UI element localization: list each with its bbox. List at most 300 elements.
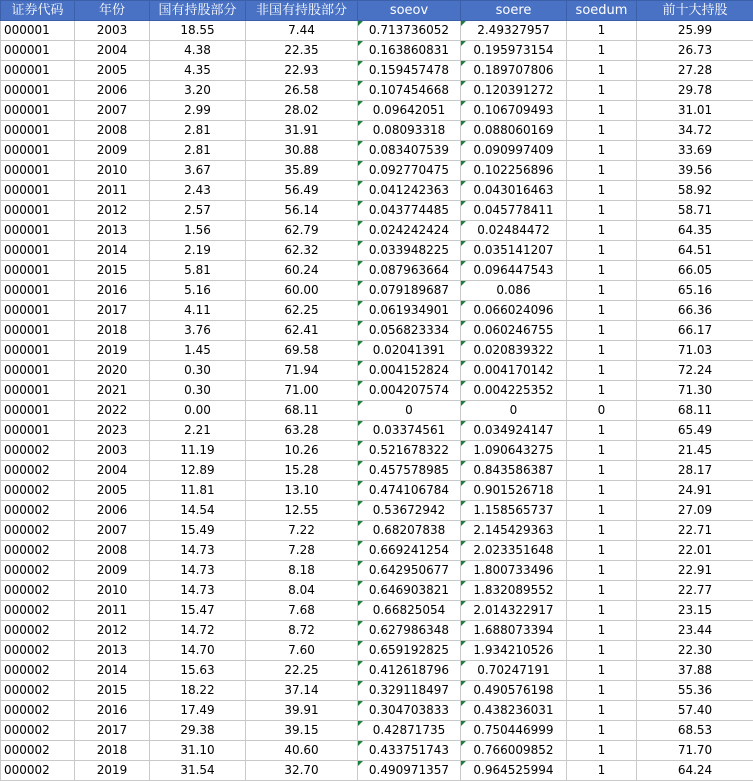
cell-top10[interactable]: 64.24 xyxy=(637,761,753,781)
cell-nonstate-holding[interactable]: 37.14 xyxy=(246,681,358,701)
cell-soere[interactable]: 0.901526718 xyxy=(461,481,567,501)
cell-code[interactable]: 000001 xyxy=(1,341,75,361)
cell-soedum[interactable]: 1 xyxy=(567,601,637,621)
cell-nonstate-holding[interactable]: 71.00 xyxy=(246,381,358,401)
cell-top10[interactable]: 72.24 xyxy=(637,361,753,381)
cell-code[interactable]: 000002 xyxy=(1,641,75,661)
cell-code[interactable]: 000002 xyxy=(1,441,75,461)
cell-soedum[interactable]: 1 xyxy=(567,461,637,481)
cell-state-holding[interactable]: 18.22 xyxy=(150,681,246,701)
cell-year[interactable]: 2005 xyxy=(75,61,150,81)
cell-soere[interactable]: 0.964525994 xyxy=(461,761,567,781)
cell-top10[interactable]: 23.15 xyxy=(637,601,753,621)
cell-soeov[interactable]: 0.024242424 xyxy=(358,221,461,241)
cell-year[interactable]: 2004 xyxy=(75,41,150,61)
cell-soedum[interactable]: 1 xyxy=(567,161,637,181)
cell-year[interactable]: 2011 xyxy=(75,601,150,621)
cell-soeov[interactable]: 0.412618796 xyxy=(358,661,461,681)
cell-code[interactable]: 000002 xyxy=(1,561,75,581)
cell-soeov[interactable]: 0.033948225 xyxy=(358,241,461,261)
cell-soeov[interactable]: 0.004152824 xyxy=(358,361,461,381)
cell-top10[interactable]: 26.73 xyxy=(637,41,753,61)
cell-soedum[interactable]: 1 xyxy=(567,621,637,641)
cell-soere[interactable]: 1.158565737 xyxy=(461,501,567,521)
cell-soedum[interactable]: 1 xyxy=(567,281,637,301)
cell-soere[interactable]: 1.800733496 xyxy=(461,561,567,581)
cell-nonstate-holding[interactable]: 8.18 xyxy=(246,561,358,581)
cell-state-holding[interactable]: 11.81 xyxy=(150,481,246,501)
cell-nonstate-holding[interactable]: 39.15 xyxy=(246,721,358,741)
cell-soedum[interactable]: 1 xyxy=(567,181,637,201)
cell-state-holding[interactable]: 2.81 xyxy=(150,141,246,161)
cell-nonstate-holding[interactable]: 35.89 xyxy=(246,161,358,181)
cell-soere[interactable]: 0.189707806 xyxy=(461,61,567,81)
cell-code[interactable]: 000002 xyxy=(1,681,75,701)
cell-soedum[interactable]: 1 xyxy=(567,21,637,41)
cell-soedum[interactable]: 1 xyxy=(567,361,637,381)
cell-soedum[interactable]: 1 xyxy=(567,121,637,141)
cell-soere[interactable]: 0.120391272 xyxy=(461,81,567,101)
cell-code[interactable]: 000002 xyxy=(1,501,75,521)
column-header-nonstate-holding[interactable]: 非国有持股部分 xyxy=(246,1,358,21)
cell-soere[interactable]: 0.438236031 xyxy=(461,701,567,721)
cell-soere[interactable]: 1.832089552 xyxy=(461,581,567,601)
cell-top10[interactable]: 68.53 xyxy=(637,721,753,741)
cell-soere[interactable]: 0.766009852 xyxy=(461,741,567,761)
cell-soeov[interactable]: 0.329118497 xyxy=(358,681,461,701)
cell-soere[interactable]: 0.70247191 xyxy=(461,661,567,681)
cell-state-holding[interactable]: 4.35 xyxy=(150,61,246,81)
cell-code[interactable]: 000002 xyxy=(1,601,75,621)
cell-code[interactable]: 000001 xyxy=(1,101,75,121)
cell-year[interactable]: 2004 xyxy=(75,461,150,481)
cell-soeov[interactable]: 0.02041391 xyxy=(358,341,461,361)
cell-year[interactable]: 2022 xyxy=(75,401,150,421)
cell-year[interactable]: 2003 xyxy=(75,441,150,461)
cell-code[interactable]: 000002 xyxy=(1,521,75,541)
cell-soedum[interactable]: 1 xyxy=(567,521,637,541)
cell-nonstate-holding[interactable]: 71.94 xyxy=(246,361,358,381)
cell-soedum[interactable]: 1 xyxy=(567,141,637,161)
cell-year[interactable]: 2023 xyxy=(75,421,150,441)
cell-nonstate-holding[interactable]: 56.49 xyxy=(246,181,358,201)
cell-code[interactable]: 000001 xyxy=(1,361,75,381)
cell-soeov[interactable]: 0.42871735 xyxy=(358,721,461,741)
cell-soere[interactable]: 0.02484472 xyxy=(461,221,567,241)
cell-top10[interactable]: 37.88 xyxy=(637,661,753,681)
cell-year[interactable]: 2008 xyxy=(75,541,150,561)
cell-nonstate-holding[interactable]: 15.28 xyxy=(246,461,358,481)
column-header-soedum[interactable]: soedum xyxy=(567,1,637,21)
cell-state-holding[interactable]: 14.72 xyxy=(150,621,246,641)
cell-top10[interactable]: 65.16 xyxy=(637,281,753,301)
cell-code[interactable]: 000002 xyxy=(1,581,75,601)
cell-soedum[interactable]: 1 xyxy=(567,241,637,261)
cell-soeov[interactable]: 0.642950677 xyxy=(358,561,461,581)
cell-top10[interactable]: 64.51 xyxy=(637,241,753,261)
cell-soere[interactable]: 0.088060169 xyxy=(461,121,567,141)
cell-soere[interactable]: 0.102256896 xyxy=(461,161,567,181)
cell-top10[interactable]: 22.01 xyxy=(637,541,753,561)
cell-soedum[interactable]: 1 xyxy=(567,541,637,561)
cell-year[interactable]: 2012 xyxy=(75,201,150,221)
cell-nonstate-holding[interactable]: 56.14 xyxy=(246,201,358,221)
cell-top10[interactable]: 65.49 xyxy=(637,421,753,441)
cell-state-holding[interactable]: 3.20 xyxy=(150,81,246,101)
cell-soedum[interactable]: 0 xyxy=(567,401,637,421)
cell-soeov[interactable]: 0.004207574 xyxy=(358,381,461,401)
cell-soere[interactable]: 0.096447543 xyxy=(461,261,567,281)
cell-soedum[interactable]: 1 xyxy=(567,481,637,501)
cell-year[interactable]: 2007 xyxy=(75,101,150,121)
cell-soeov[interactable]: 0.087963664 xyxy=(358,261,461,281)
cell-nonstate-holding[interactable]: 62.41 xyxy=(246,321,358,341)
cell-state-holding[interactable]: 15.47 xyxy=(150,601,246,621)
cell-top10[interactable]: 22.30 xyxy=(637,641,753,661)
column-header-code[interactable]: 证券代码 xyxy=(1,1,75,21)
cell-soedum[interactable]: 1 xyxy=(567,341,637,361)
cell-year[interactable]: 2016 xyxy=(75,281,150,301)
cell-top10[interactable]: 39.56 xyxy=(637,161,753,181)
cell-soeov[interactable]: 0.53672942 xyxy=(358,501,461,521)
cell-soeov[interactable]: 0.646903821 xyxy=(358,581,461,601)
cell-soeov[interactable]: 0.521678322 xyxy=(358,441,461,461)
cell-soere[interactable]: 0.043016463 xyxy=(461,181,567,201)
column-header-year[interactable]: 年份 xyxy=(75,1,150,21)
cell-soeov[interactable]: 0.669241254 xyxy=(358,541,461,561)
cell-nonstate-holding[interactable]: 7.28 xyxy=(246,541,358,561)
cell-state-holding[interactable]: 12.89 xyxy=(150,461,246,481)
cell-year[interactable]: 2020 xyxy=(75,361,150,381)
cell-state-holding[interactable]: 11.19 xyxy=(150,441,246,461)
cell-year[interactable]: 2009 xyxy=(75,141,150,161)
cell-soedum[interactable]: 1 xyxy=(567,221,637,241)
cell-soere[interactable]: 1.688073394 xyxy=(461,621,567,641)
cell-top10[interactable]: 58.71 xyxy=(637,201,753,221)
cell-nonstate-holding[interactable]: 32.70 xyxy=(246,761,358,781)
cell-soeov[interactable]: 0.056823334 xyxy=(358,321,461,341)
cell-state-holding[interactable]: 2.43 xyxy=(150,181,246,201)
cell-year[interactable]: 2006 xyxy=(75,81,150,101)
cell-state-holding[interactable]: 14.73 xyxy=(150,541,246,561)
cell-soere[interactable]: 0.490576198 xyxy=(461,681,567,701)
cell-soedum[interactable]: 1 xyxy=(567,201,637,221)
column-header-soere[interactable]: soere xyxy=(461,1,567,21)
cell-nonstate-holding[interactable]: 62.25 xyxy=(246,301,358,321)
cell-soere[interactable]: 0.195973154 xyxy=(461,41,567,61)
cell-state-holding[interactable]: 14.73 xyxy=(150,581,246,601)
cell-nonstate-holding[interactable]: 12.55 xyxy=(246,501,358,521)
cell-top10[interactable]: 27.09 xyxy=(637,501,753,521)
column-header-state-holding[interactable]: 国有持股部分 xyxy=(150,1,246,21)
cell-soeov[interactable]: 0.304703833 xyxy=(358,701,461,721)
cell-nonstate-holding[interactable]: 7.60 xyxy=(246,641,358,661)
cell-nonstate-holding[interactable]: 31.91 xyxy=(246,121,358,141)
cell-state-holding[interactable]: 2.99 xyxy=(150,101,246,121)
cell-year[interactable]: 2012 xyxy=(75,621,150,641)
cell-soedum[interactable]: 1 xyxy=(567,81,637,101)
cell-nonstate-holding[interactable]: 68.11 xyxy=(246,401,358,421)
cell-year[interactable]: 2019 xyxy=(75,341,150,361)
cell-top10[interactable]: 24.91 xyxy=(637,481,753,501)
cell-top10[interactable]: 21.45 xyxy=(637,441,753,461)
cell-code[interactable]: 000001 xyxy=(1,401,75,421)
cell-year[interactable]: 2010 xyxy=(75,161,150,181)
cell-code[interactable]: 000001 xyxy=(1,301,75,321)
cell-code[interactable]: 000001 xyxy=(1,161,75,181)
cell-year[interactable]: 2006 xyxy=(75,501,150,521)
cell-code[interactable]: 000002 xyxy=(1,761,75,781)
cell-soere[interactable]: 0.035141207 xyxy=(461,241,567,261)
cell-soeov[interactable]: 0.079189687 xyxy=(358,281,461,301)
cell-year[interactable]: 2015 xyxy=(75,681,150,701)
cell-year[interactable]: 2007 xyxy=(75,521,150,541)
cell-soeov[interactable]: 0.659192825 xyxy=(358,641,461,661)
cell-state-holding[interactable]: 1.45 xyxy=(150,341,246,361)
cell-top10[interactable]: 23.44 xyxy=(637,621,753,641)
cell-soedum[interactable]: 1 xyxy=(567,701,637,721)
cell-state-holding[interactable]: 0.00 xyxy=(150,401,246,421)
cell-soeov[interactable]: 0.474106784 xyxy=(358,481,461,501)
cell-nonstate-holding[interactable]: 7.44 xyxy=(246,21,358,41)
cell-year[interactable]: 2013 xyxy=(75,221,150,241)
cell-code[interactable]: 000002 xyxy=(1,481,75,501)
cell-nonstate-holding[interactable]: 30.88 xyxy=(246,141,358,161)
cell-state-holding[interactable]: 0.30 xyxy=(150,361,246,381)
cell-code[interactable]: 000001 xyxy=(1,201,75,221)
cell-year[interactable]: 2014 xyxy=(75,661,150,681)
cell-state-holding[interactable]: 4.11 xyxy=(150,301,246,321)
cell-year[interactable]: 2016 xyxy=(75,701,150,721)
cell-soere[interactable]: 0 xyxy=(461,401,567,421)
cell-code[interactable]: 000002 xyxy=(1,741,75,761)
cell-top10[interactable]: 25.99 xyxy=(637,21,753,41)
cell-code[interactable]: 000001 xyxy=(1,41,75,61)
cell-year[interactable]: 2010 xyxy=(75,581,150,601)
cell-year[interactable]: 2008 xyxy=(75,121,150,141)
cell-code[interactable]: 000002 xyxy=(1,541,75,561)
cell-code[interactable]: 000002 xyxy=(1,621,75,641)
cell-soedum[interactable]: 1 xyxy=(567,421,637,441)
cell-code[interactable]: 000001 xyxy=(1,261,75,281)
cell-code[interactable]: 000001 xyxy=(1,221,75,241)
cell-soedum[interactable]: 1 xyxy=(567,561,637,581)
cell-state-holding[interactable]: 4.38 xyxy=(150,41,246,61)
cell-soeov[interactable]: 0.03374561 xyxy=(358,421,461,441)
cell-state-holding[interactable]: 5.16 xyxy=(150,281,246,301)
cell-top10[interactable]: 57.40 xyxy=(637,701,753,721)
cell-code[interactable]: 000001 xyxy=(1,21,75,41)
cell-nonstate-holding[interactable]: 60.24 xyxy=(246,261,358,281)
cell-soedum[interactable]: 1 xyxy=(567,641,637,661)
cell-soeov[interactable]: 0.061934901 xyxy=(358,301,461,321)
cell-top10[interactable]: 68.11 xyxy=(637,401,753,421)
cell-state-holding[interactable]: 31.10 xyxy=(150,741,246,761)
cell-top10[interactable]: 28.17 xyxy=(637,461,753,481)
cell-nonstate-holding[interactable]: 39.91 xyxy=(246,701,358,721)
cell-soere[interactable]: 2.014322917 xyxy=(461,601,567,621)
cell-state-holding[interactable]: 5.81 xyxy=(150,261,246,281)
cell-soere[interactable]: 0.106709493 xyxy=(461,101,567,121)
cell-state-holding[interactable]: 2.81 xyxy=(150,121,246,141)
cell-nonstate-holding[interactable]: 22.35 xyxy=(246,41,358,61)
cell-nonstate-holding[interactable]: 7.22 xyxy=(246,521,358,541)
cell-soeov[interactable]: 0.09642051 xyxy=(358,101,461,121)
cell-soere[interactable]: 0.066024096 xyxy=(461,301,567,321)
cell-top10[interactable]: 22.71 xyxy=(637,521,753,541)
cell-top10[interactable]: 55.36 xyxy=(637,681,753,701)
cell-nonstate-holding[interactable]: 7.68 xyxy=(246,601,358,621)
cell-soeov[interactable]: 0.433751743 xyxy=(358,741,461,761)
cell-year[interactable]: 2021 xyxy=(75,381,150,401)
cell-soeov[interactable]: 0 xyxy=(358,401,461,421)
cell-state-holding[interactable]: 29.38 xyxy=(150,721,246,741)
cell-soere[interactable]: 0.060246755 xyxy=(461,321,567,341)
cell-soere[interactable]: 0.086 xyxy=(461,281,567,301)
cell-top10[interactable]: 66.05 xyxy=(637,261,753,281)
cell-soedum[interactable]: 1 xyxy=(567,61,637,81)
cell-code[interactable]: 000001 xyxy=(1,121,75,141)
cell-code[interactable]: 000001 xyxy=(1,321,75,341)
cell-soedum[interactable]: 1 xyxy=(567,721,637,741)
cell-code[interactable]: 000002 xyxy=(1,721,75,741)
cell-soeov[interactable]: 0.66825054 xyxy=(358,601,461,621)
cell-soedum[interactable]: 1 xyxy=(567,741,637,761)
cell-year[interactable]: 2019 xyxy=(75,761,150,781)
column-header-soeov[interactable]: soeov xyxy=(358,1,461,21)
cell-year[interactable]: 2014 xyxy=(75,241,150,261)
cell-soere[interactable]: 0.034924147 xyxy=(461,421,567,441)
cell-year[interactable]: 2005 xyxy=(75,481,150,501)
cell-code[interactable]: 000001 xyxy=(1,421,75,441)
cell-soeov[interactable]: 0.092770475 xyxy=(358,161,461,181)
cell-soeov[interactable]: 0.159457478 xyxy=(358,61,461,81)
cell-state-holding[interactable]: 17.49 xyxy=(150,701,246,721)
cell-nonstate-holding[interactable]: 13.10 xyxy=(246,481,358,501)
cell-code[interactable]: 000001 xyxy=(1,141,75,161)
cell-state-holding[interactable]: 18.55 xyxy=(150,21,246,41)
cell-soeov[interactable]: 0.490971357 xyxy=(358,761,461,781)
cell-code[interactable]: 000001 xyxy=(1,61,75,81)
cell-state-holding[interactable]: 15.49 xyxy=(150,521,246,541)
cell-year[interactable]: 2017 xyxy=(75,301,150,321)
cell-state-holding[interactable]: 2.21 xyxy=(150,421,246,441)
cell-state-holding[interactable]: 14.70 xyxy=(150,641,246,661)
cell-soedum[interactable]: 1 xyxy=(567,681,637,701)
cell-nonstate-holding[interactable]: 22.25 xyxy=(246,661,358,681)
cell-top10[interactable]: 22.77 xyxy=(637,581,753,601)
cell-soedum[interactable]: 1 xyxy=(567,261,637,281)
cell-soere[interactable]: 2.145429363 xyxy=(461,521,567,541)
cell-soere[interactable]: 1.090643275 xyxy=(461,441,567,461)
cell-nonstate-holding[interactable]: 69.58 xyxy=(246,341,358,361)
cell-soeov[interactable]: 0.083407539 xyxy=(358,141,461,161)
cell-soedum[interactable]: 1 xyxy=(567,101,637,121)
cell-soedum[interactable]: 1 xyxy=(567,321,637,341)
cell-nonstate-holding[interactable]: 62.32 xyxy=(246,241,358,261)
cell-soedum[interactable]: 1 xyxy=(567,501,637,521)
cell-top10[interactable]: 71.03 xyxy=(637,341,753,361)
column-header-top10[interactable]: 前十大持股 xyxy=(637,1,753,21)
cell-soeov[interactable]: 0.107454668 xyxy=(358,81,461,101)
cell-year[interactable]: 2015 xyxy=(75,261,150,281)
cell-soere[interactable]: 0.090997409 xyxy=(461,141,567,161)
cell-code[interactable]: 000001 xyxy=(1,241,75,261)
cell-state-holding[interactable]: 2.19 xyxy=(150,241,246,261)
cell-top10[interactable]: 22.91 xyxy=(637,561,753,581)
cell-nonstate-holding[interactable]: 22.93 xyxy=(246,61,358,81)
cell-state-holding[interactable]: 3.76 xyxy=(150,321,246,341)
cell-nonstate-holding[interactable]: 63.28 xyxy=(246,421,358,441)
cell-top10[interactable]: 64.35 xyxy=(637,221,753,241)
cell-code[interactable]: 000001 xyxy=(1,81,75,101)
cell-soere[interactable]: 2.023351648 xyxy=(461,541,567,561)
cell-soedum[interactable]: 1 xyxy=(567,581,637,601)
cell-year[interactable]: 2018 xyxy=(75,321,150,341)
cell-top10[interactable]: 29.78 xyxy=(637,81,753,101)
cell-top10[interactable]: 58.92 xyxy=(637,181,753,201)
cell-state-holding[interactable]: 31.54 xyxy=(150,761,246,781)
cell-top10[interactable]: 66.17 xyxy=(637,321,753,341)
cell-soeov[interactable]: 0.713736052 xyxy=(358,21,461,41)
cell-state-holding[interactable]: 3.67 xyxy=(150,161,246,181)
cell-soere[interactable]: 0.750446999 xyxy=(461,721,567,741)
cell-soedum[interactable]: 1 xyxy=(567,761,637,781)
cell-top10[interactable]: 33.69 xyxy=(637,141,753,161)
cell-soeov[interactable]: 0.627986348 xyxy=(358,621,461,641)
cell-nonstate-holding[interactable]: 60.00 xyxy=(246,281,358,301)
cell-state-holding[interactable]: 2.57 xyxy=(150,201,246,221)
cell-soedum[interactable]: 1 xyxy=(567,301,637,321)
cell-code[interactable]: 000002 xyxy=(1,701,75,721)
cell-top10[interactable]: 27.28 xyxy=(637,61,753,81)
cell-soeov[interactable]: 0.08093318 xyxy=(358,121,461,141)
cell-soere[interactable]: 1.934210526 xyxy=(461,641,567,661)
cell-soere[interactable]: 0.004225352 xyxy=(461,381,567,401)
cell-nonstate-holding[interactable]: 40.60 xyxy=(246,741,358,761)
cell-nonstate-holding[interactable]: 8.72 xyxy=(246,621,358,641)
cell-soeov[interactable]: 0.457578985 xyxy=(358,461,461,481)
cell-top10[interactable]: 71.70 xyxy=(637,741,753,761)
cell-nonstate-holding[interactable]: 28.02 xyxy=(246,101,358,121)
cell-top10[interactable]: 66.36 xyxy=(637,301,753,321)
cell-state-holding[interactable]: 0.30 xyxy=(150,381,246,401)
cell-state-holding[interactable]: 15.63 xyxy=(150,661,246,681)
cell-soere[interactable]: 0.004170142 xyxy=(461,361,567,381)
cell-code[interactable]: 000001 xyxy=(1,181,75,201)
cell-year[interactable]: 2018 xyxy=(75,741,150,761)
cell-year[interactable]: 2013 xyxy=(75,641,150,661)
cell-state-holding[interactable]: 1.56 xyxy=(150,221,246,241)
cell-code[interactable]: 000001 xyxy=(1,381,75,401)
cell-soeov[interactable]: 0.68207838 xyxy=(358,521,461,541)
cell-soere[interactable]: 0.843586387 xyxy=(461,461,567,481)
cell-soeov[interactable]: 0.163860831 xyxy=(358,41,461,61)
cell-year[interactable]: 2003 xyxy=(75,21,150,41)
cell-nonstate-holding[interactable]: 62.79 xyxy=(246,221,358,241)
cell-top10[interactable]: 34.72 xyxy=(637,121,753,141)
cell-soeov[interactable]: 0.043774485 xyxy=(358,201,461,221)
cell-soedum[interactable]: 1 xyxy=(567,441,637,461)
cell-soedum[interactable]: 1 xyxy=(567,381,637,401)
cell-soere[interactable]: 2.49327957 xyxy=(461,21,567,41)
cell-nonstate-holding[interactable]: 8.04 xyxy=(246,581,358,601)
cell-state-holding[interactable]: 14.54 xyxy=(150,501,246,521)
cell-top10[interactable]: 31.01 xyxy=(637,101,753,121)
cell-soedum[interactable]: 1 xyxy=(567,41,637,61)
cell-soedum[interactable]: 1 xyxy=(567,661,637,681)
cell-year[interactable]: 2011 xyxy=(75,181,150,201)
